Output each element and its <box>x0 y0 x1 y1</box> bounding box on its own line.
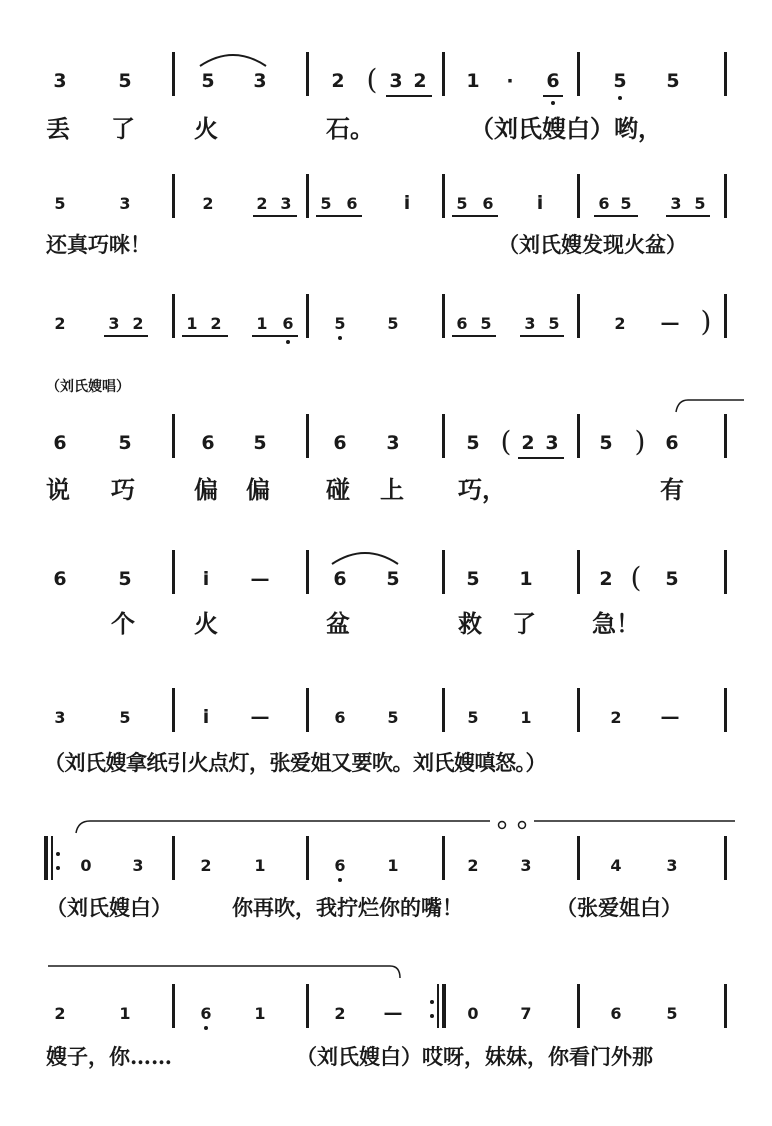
lyric: 急！ <box>592 609 640 638</box>
note: 5 <box>456 194 468 213</box>
note: 2 <box>334 1004 346 1023</box>
note: 5 <box>613 70 627 92</box>
repeat-dot <box>56 852 60 856</box>
note: 6 <box>200 1004 212 1023</box>
note: 3 <box>53 70 67 92</box>
note: 2 <box>467 856 479 875</box>
note: 5 <box>466 568 480 590</box>
note: i <box>202 706 210 728</box>
barline <box>442 836 445 880</box>
note: 1 <box>119 1004 131 1023</box>
note: 6 <box>201 432 215 454</box>
barline <box>306 836 309 880</box>
note: 3 <box>132 856 144 875</box>
dash: — <box>250 706 270 728</box>
dot: · <box>506 70 514 92</box>
note: 5 <box>665 568 679 590</box>
underline <box>253 215 297 217</box>
note: 5 <box>119 708 131 727</box>
staff-line-4 <box>0 425 772 458</box>
barline <box>172 174 175 218</box>
note: 1 <box>387 856 399 875</box>
note: 2 <box>132 314 144 333</box>
low-dot <box>618 96 622 100</box>
barline <box>442 174 445 218</box>
note: 5 <box>466 432 480 454</box>
barline <box>172 414 175 458</box>
underline <box>543 95 563 97</box>
note: 6 <box>546 70 560 92</box>
lyric: 丢 <box>46 114 70 143</box>
barline <box>306 414 309 458</box>
barline <box>172 294 175 338</box>
underline <box>594 215 638 217</box>
note: i <box>202 568 210 590</box>
repeat-barline <box>437 984 439 1028</box>
note: 5 <box>599 432 613 454</box>
note: 1 <box>520 708 532 727</box>
open-paren: ( <box>500 425 512 458</box>
lyric: 巧， <box>458 475 506 504</box>
lyric: 盆 <box>326 609 350 638</box>
note: 5 <box>334 314 346 333</box>
barline <box>577 984 580 1028</box>
note: 6 <box>282 314 294 333</box>
note: 2 <box>599 568 613 590</box>
note: 3 <box>545 432 559 454</box>
lyric-line-8 <box>0 1046 772 1070</box>
low-dot <box>204 1026 208 1030</box>
barline <box>172 836 175 880</box>
staff-line-6 <box>0 706 772 730</box>
note: 2 <box>413 70 427 92</box>
lyric: （刘氏嫂白） <box>46 895 172 920</box>
barline <box>724 174 727 218</box>
note: 5 <box>620 194 632 213</box>
low-dot <box>551 101 555 105</box>
note: 0 <box>467 1004 479 1023</box>
staff-line-3 <box>0 305 772 338</box>
note: 5 <box>118 568 132 590</box>
note: 3 <box>666 856 678 875</box>
note: 1 <box>466 70 480 92</box>
barline <box>306 550 309 594</box>
barline <box>724 550 727 594</box>
note: 1 <box>254 856 266 875</box>
note: 6 <box>610 1004 622 1023</box>
note: 4 <box>610 856 622 875</box>
repeat-dot <box>430 1014 434 1018</box>
note: 6 <box>333 432 347 454</box>
lyric: （刘氏嫂白）哎呀，妹妹，你看门外那 <box>296 1044 653 1069</box>
lyric: （刘氏嫂发现火盆） <box>498 232 687 257</box>
note: 6 <box>665 432 679 454</box>
note: 6 <box>456 314 468 333</box>
lyric: 说 <box>46 475 70 504</box>
lyric: （刘氏嫂拿纸引火点灯，张爱姐又要吹。刘氏嫂嗔怒。） <box>44 750 546 775</box>
bracket-line <box>70 815 770 845</box>
barline <box>306 174 309 218</box>
low-dot <box>338 336 342 340</box>
barline <box>172 984 175 1028</box>
repeat-dot <box>56 866 60 870</box>
note: 1 <box>256 314 268 333</box>
note: 2 <box>54 1004 66 1023</box>
note: 6 <box>346 194 358 213</box>
lyric-line-6 <box>0 752 772 776</box>
note: 5 <box>320 194 332 213</box>
barline <box>724 414 727 458</box>
lyric: 巧 <box>111 475 135 504</box>
staff-line-2 <box>0 192 772 216</box>
dash: — <box>250 568 270 590</box>
dash: — <box>660 312 680 334</box>
note: 5 <box>253 432 267 454</box>
note: 5 <box>387 708 399 727</box>
note: 3 <box>670 194 682 213</box>
barline <box>442 550 445 594</box>
barline <box>724 294 727 338</box>
barline <box>577 836 580 880</box>
barline <box>577 414 580 458</box>
note: 2 <box>202 194 214 213</box>
note: 3 <box>386 432 400 454</box>
note: 2 <box>54 314 66 333</box>
lyric-line-7 <box>0 897 772 921</box>
open-paren: ( <box>366 63 378 96</box>
note: 3 <box>119 194 131 213</box>
note: 2 <box>614 314 626 333</box>
underline <box>386 95 432 97</box>
barline <box>577 294 580 338</box>
staff-line-8 <box>0 1002 772 1026</box>
note: 5 <box>118 432 132 454</box>
note: 2 <box>521 432 535 454</box>
barline <box>577 52 580 96</box>
underline <box>666 215 710 217</box>
barline <box>306 984 309 1028</box>
bracket-line <box>46 960 426 990</box>
note: 2 <box>200 856 212 875</box>
lyric: （刘氏嫂唱） <box>46 379 130 395</box>
note: 3 <box>524 314 536 333</box>
note: 7 <box>520 1004 532 1023</box>
barline <box>724 836 727 880</box>
note: 5 <box>386 568 400 590</box>
barline <box>577 550 580 594</box>
barline <box>724 688 727 732</box>
note: 5 <box>387 314 399 333</box>
lyric: 了 <box>111 114 135 143</box>
note: 6 <box>333 568 347 590</box>
barline <box>306 52 309 96</box>
low-dot <box>286 340 290 344</box>
underline <box>518 457 564 459</box>
dash: — <box>660 706 680 728</box>
note: 2 <box>256 194 268 213</box>
slur <box>198 48 268 68</box>
lyric: 偏 <box>194 475 218 504</box>
lyric-line-4 <box>0 475 772 504</box>
note: 5 <box>467 708 479 727</box>
note: 5 <box>201 70 215 92</box>
low-dot <box>338 878 342 882</box>
lyric-line-4a <box>0 380 772 404</box>
barline <box>306 688 309 732</box>
barline <box>577 688 580 732</box>
lyric: 上 <box>380 475 404 504</box>
note: 5 <box>666 1004 678 1023</box>
note: 0 <box>80 856 92 875</box>
lyric: 嫂子，你…… <box>46 1044 172 1069</box>
note: 3 <box>108 314 120 333</box>
barline <box>442 294 445 338</box>
barline <box>172 550 175 594</box>
staff-line-7 <box>0 854 772 878</box>
underline <box>316 215 362 217</box>
note: 3 <box>253 70 267 92</box>
note: 1 <box>254 1004 266 1023</box>
lyric: 碰 <box>326 475 350 504</box>
dash: — <box>383 1002 403 1024</box>
note: 2 <box>610 708 622 727</box>
note: 3 <box>389 70 403 92</box>
repeat-barline <box>51 836 53 880</box>
lyric: 火 <box>194 609 218 638</box>
lyric: 火 <box>194 114 218 143</box>
underline <box>452 335 496 337</box>
note: 5 <box>666 70 680 92</box>
barline <box>577 174 580 218</box>
barline <box>724 984 727 1028</box>
staff-line-1 <box>0 63 772 96</box>
barline <box>306 294 309 338</box>
lyric: 个 <box>111 609 135 638</box>
barline <box>172 688 175 732</box>
note: 2 <box>331 70 345 92</box>
note: 6 <box>482 194 494 213</box>
lyric-line-2 <box>0 234 772 258</box>
note: 5 <box>694 194 706 213</box>
note: 6 <box>53 432 67 454</box>
underline <box>182 335 228 337</box>
lyric-line-1 <box>0 114 772 143</box>
note: 6 <box>334 708 346 727</box>
lyric: 还真巧咪！ <box>46 232 151 257</box>
note: 3 <box>280 194 292 213</box>
note: 3 <box>54 708 66 727</box>
note: 6 <box>334 856 346 875</box>
note: 5 <box>480 314 492 333</box>
barline <box>442 688 445 732</box>
slur <box>330 546 400 566</box>
repeat-barline <box>442 984 446 1028</box>
note: 6 <box>53 568 67 590</box>
lyric: 石。 <box>326 114 374 143</box>
close-paren: ) <box>700 305 712 338</box>
close-paren: ) <box>634 425 646 458</box>
note: i <box>403 192 411 214</box>
lyric: 了 <box>512 609 536 638</box>
note: 1 <box>186 314 198 333</box>
lyric: 有 <box>660 475 684 504</box>
underline <box>104 335 148 337</box>
note: i <box>536 192 544 214</box>
barline <box>172 52 175 96</box>
barline <box>724 52 727 96</box>
note: 5 <box>118 70 132 92</box>
lyric: 偏 <box>246 475 270 504</box>
lyric: （刘氏嫂白）哟， <box>470 114 662 143</box>
note: 6 <box>598 194 610 213</box>
lyric: （张爱姐白） <box>556 895 682 920</box>
repeat-barline <box>44 836 48 880</box>
lyric: 你再吹，我拧烂你的嘴！ <box>232 895 463 920</box>
staff-line-5 <box>0 561 772 594</box>
note: 2 <box>210 314 222 333</box>
underline <box>452 215 498 217</box>
note: 3 <box>520 856 532 875</box>
repeat-dot <box>430 1000 434 1004</box>
note: 5 <box>548 314 560 333</box>
note: 1 <box>519 568 533 590</box>
barline <box>442 414 445 458</box>
open-paren: ( <box>630 561 642 594</box>
lyric-line-5 <box>0 609 772 638</box>
note: 5 <box>54 194 66 213</box>
underline <box>252 335 298 337</box>
lyric: 救 <box>458 609 482 638</box>
slur <box>674 398 744 414</box>
underline <box>520 335 564 337</box>
barline <box>442 52 445 96</box>
